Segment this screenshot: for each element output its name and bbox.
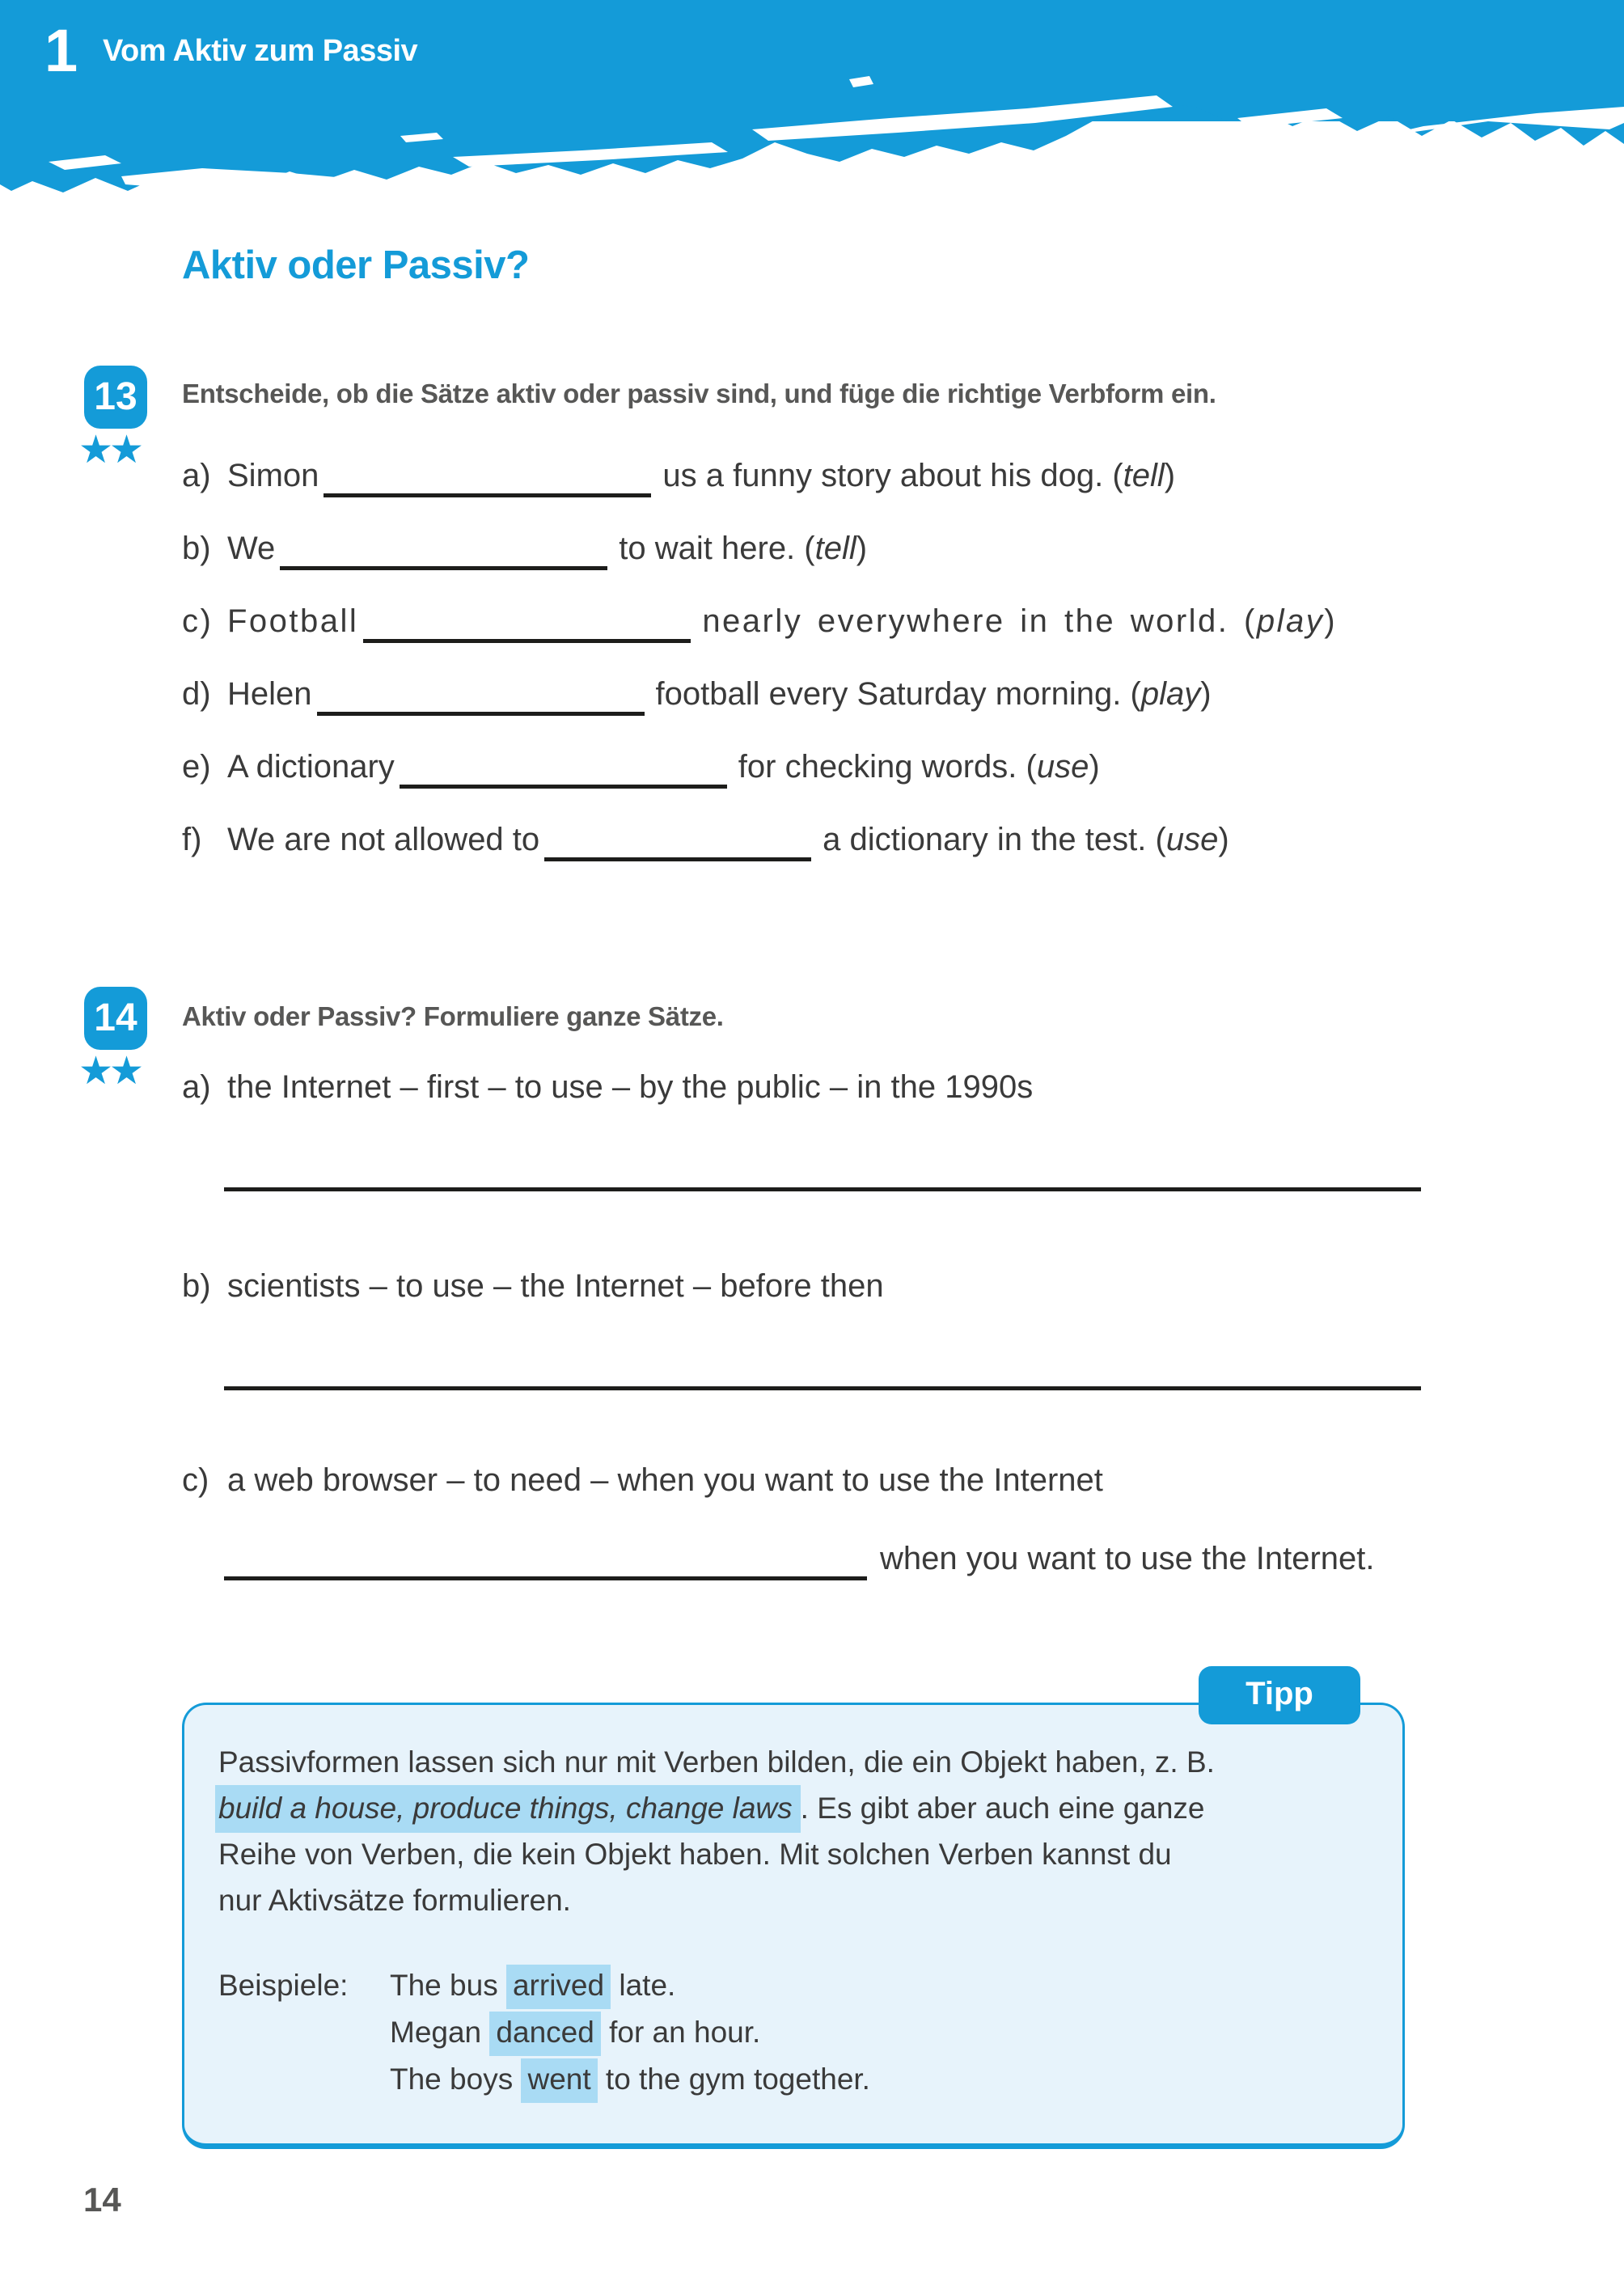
fill-item-f: [182, 822, 1452, 861]
example-highlight: danced: [489, 2012, 600, 2056]
tip-box: [182, 1703, 1405, 2149]
item-label: c): [182, 1462, 209, 1498]
example-line-1: The bus arrived late.: [390, 1962, 870, 2009]
tip-text-line-3: Reihe von Verben, die kein Objekt haben. Mit solchen Verben kannst du: [218, 1838, 1172, 1871]
tip-highlight-phrase: build a house, produce things, change laws: [215, 1785, 801, 1833]
fill-blank[interactable]: [544, 857, 811, 861]
item-label: a): [182, 458, 211, 493]
item-text-after: nearly everywhere in the world.: [702, 603, 1229, 639]
tip-text-line-2: build a house, produce things, change laws . Es gibt aber auch eine ganze: [218, 1785, 1368, 1831]
answer-line-c-suffix: when you want to use the Internet.: [880, 1541, 1375, 1576]
tip-examples: [218, 1962, 1368, 2103]
item-text-after: a dictionary in the test.: [823, 822, 1147, 857]
exercise-13-instruction: Entscheide, ob die Sätze aktiv oder passiv sind, und füge die richtige Verbform ein.: [182, 379, 1216, 408]
prompt-text: a web browser – to need – when you want to use the Internet: [227, 1462, 1103, 1498]
item-label: f): [182, 822, 202, 857]
example-line-3: The boys went to the gym together.: [390, 2056, 870, 2103]
fill-item-b: [182, 531, 1452, 569]
sentence-prompt-b: [182, 1268, 884, 1305]
example-highlight: went: [521, 2058, 597, 2103]
answer-line-b[interactable]: [224, 1386, 1421, 1390]
sentence-prompt-a: [182, 1069, 1033, 1106]
answer-line-c[interactable]: [224, 1576, 867, 1580]
fill-blank[interactable]: [317, 712, 645, 716]
header-banner-brush: [0, 0, 1624, 202]
section-title: Aktiv oder Passiv?: [182, 243, 530, 287]
item-text-before: We are not allowed to: [227, 822, 540, 857]
example-highlight: arrived: [506, 1965, 611, 2009]
examples-label: Beispiele:: [218, 1969, 349, 2002]
fill-item-e: [182, 749, 1452, 788]
item-text-before: Helen: [227, 676, 312, 712]
fill-item-a: [182, 458, 1452, 497]
fill-blank[interactable]: [400, 785, 727, 789]
verb-hint: (tell): [1112, 458, 1176, 493]
fill-blank[interactable]: [324, 493, 651, 497]
exercise-13-badge: 13: [84, 366, 147, 429]
item-label: d): [182, 676, 211, 712]
verb-hint: (use): [1026, 749, 1100, 785]
tip-tab-label: Tipp: [1199, 1666, 1360, 1724]
tip-text-line-4: nur Aktivsätze formulieren.: [218, 1884, 571, 1917]
item-label: b): [182, 1268, 211, 1304]
item-text-after: us a funny story about his dog.: [662, 458, 1104, 493]
sentence-prompt-c: [182, 1462, 1103, 1499]
item-label: e): [182, 749, 211, 785]
verb-hint: (use): [1155, 822, 1229, 857]
fill-blank[interactable]: [363, 639, 691, 643]
item-label: b): [182, 531, 211, 566]
prompt-text: the Internet – first – to use – by the public – in the 1990s: [227, 1069, 1034, 1105]
fill-blank[interactable]: [280, 566, 607, 570]
item-text-before: Football: [227, 603, 359, 639]
example-lines: [390, 1962, 870, 2103]
answer-row-c: [224, 1541, 1375, 1580]
page-number: 14: [83, 2181, 121, 2219]
exercise-13-items: [182, 458, 1452, 895]
verb-hint: (play): [1244, 603, 1338, 639]
tip-text-line-1: Passivformen lassen sich nur mit Verben bilden, die ein Objekt haben, z. B.: [218, 1745, 1215, 1779]
example-line-2: Megan danced for an hour.: [390, 2009, 870, 2056]
item-text-after: for checking words.: [738, 749, 1017, 785]
prompt-text: scientists – to use – the Internet – before then: [227, 1268, 884, 1304]
exercise-13-difficulty-stars-icon: ★★: [78, 429, 141, 472]
item-label: c): [182, 603, 214, 639]
item-text-after: to wait here.: [619, 531, 796, 566]
unit-title: Vom Aktiv zum Passiv: [103, 34, 418, 68]
fill-item-d: [182, 676, 1452, 715]
item-text-before: Simon: [227, 458, 319, 493]
item-text-before: A dictionary: [227, 749, 395, 785]
exercise-14-instruction: Aktiv oder Passiv? Formuliere ganze Sätze.: [182, 1001, 724, 1031]
item-text-before: We: [227, 531, 276, 566]
fill-item-c: [182, 603, 1452, 642]
exercise-14-badge: 14: [84, 987, 147, 1050]
item-label: a): [182, 1069, 211, 1105]
verb-hint: (play): [1130, 676, 1212, 712]
verb-hint: (tell): [804, 531, 868, 566]
exercise-14-difficulty-stars-icon: ★★: [78, 1050, 141, 1093]
answer-line-a[interactable]: [224, 1187, 1421, 1191]
unit-number: 1: [44, 17, 78, 84]
item-text-after: football every Saturday morning.: [655, 676, 1122, 712]
